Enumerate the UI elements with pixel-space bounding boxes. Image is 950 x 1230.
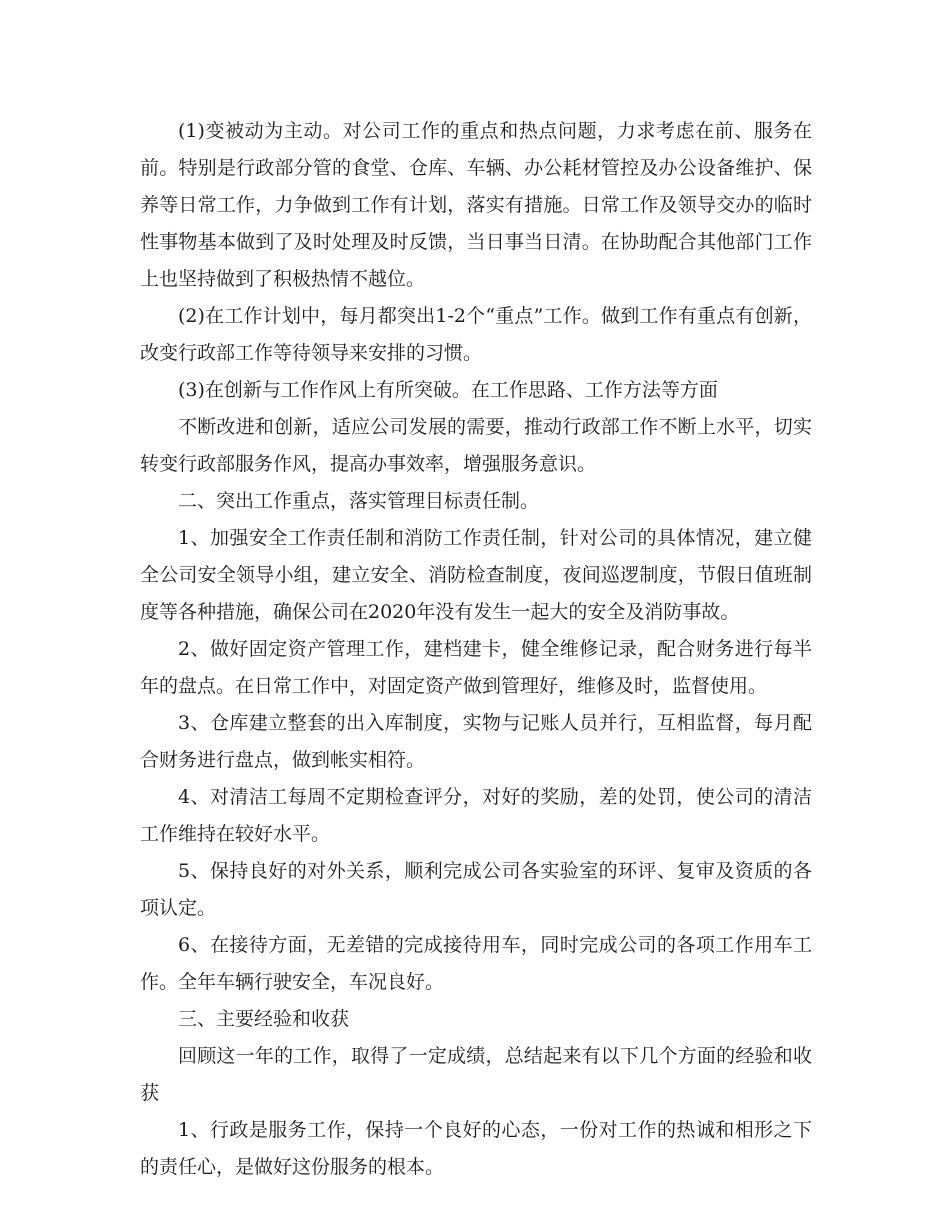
paragraph: 5、保持良好的对外关系，顺利完成公司各实验室的环评、复审及资质的各项认定。 bbox=[140, 860, 812, 919]
paragraph: 回顾这一年的工作，取得了一定成绩，总结起来有以下几个方面的经验和收获 bbox=[140, 1045, 812, 1104]
paragraph: 1、行政是服务工作，保持一个良好的心态，一份对工作的热诚和相形之下的责任心，是做好这份服务的根本。 bbox=[140, 1119, 812, 1178]
paragraph: (3)在创新与工作作风上有所突破。在工作思路、工作方法等方面 bbox=[178, 379, 718, 401]
paragraph: 6、在接待方面，无差错的完成接待用车，同时完成公司的各项工作用车工作。全年车辆行驶安全，车况良好。 bbox=[140, 934, 812, 993]
paragraph: 2、做好固定资产管理工作，建档建卡，健全维修记录，配合财务进行每半年的盘点。在日常工作中，对固定资产做到管理好，维修及时，监督使用。 bbox=[140, 638, 812, 697]
section-heading: 二、突出工作重点，落实管理目标责任制。 bbox=[178, 490, 540, 512]
section-heading: 三、主要经验和收获 bbox=[178, 1008, 350, 1030]
paragraph: (1)变被动为主动。对公司工作的重点和热点问题，力求考虑在前、服务在前。特别是行政部分管的食堂、仓库、车辆、办公耗材管控及办公设备维护、保养等日常工作，力争做到工作有计划，落实有措施。日常工作及领导交办的临时性事物基本做到了及时处理及时反馈，当日事当日清。在协助配合其他部门工作上也坚持做到了积极热情不越位。 bbox=[140, 120, 812, 290]
paragraph: (2)在工作计划中，每月都突出1-2个“重点”工作。做到工作有重点有创新，改变行政部工作等待领导来安排的习惯。 bbox=[140, 305, 812, 364]
paragraph: 3、仓库建立整套的出入库制度，实物与记账人员并行，互相监督，每月配合财务进行盘点，做到帐实相符。 bbox=[140, 712, 812, 771]
paragraph: 4、对清洁工每周不定期检查评分，对好的奖励，差的处罚，使公司的清洁工作维持在较好水平。 bbox=[140, 786, 812, 845]
paragraph: 不断改进和创新，适应公司发展的需要，推动行政部工作不断上水平，切实转变行政部服务作风，提高办事效率，增强服务意识。 bbox=[140, 416, 812, 475]
document-body bbox=[140, 113, 812, 1186]
paragraph: 1、加强安全工作责任制和消防工作责任制，针对公司的具体情况，建立健全公司安全领导小组，建立安全、消防检查制度，夜间巡逻制度，节假日值班制度等各种措施，确保公司在2020年没有发生一起大的安全及消防事故。 bbox=[140, 527, 812, 623]
